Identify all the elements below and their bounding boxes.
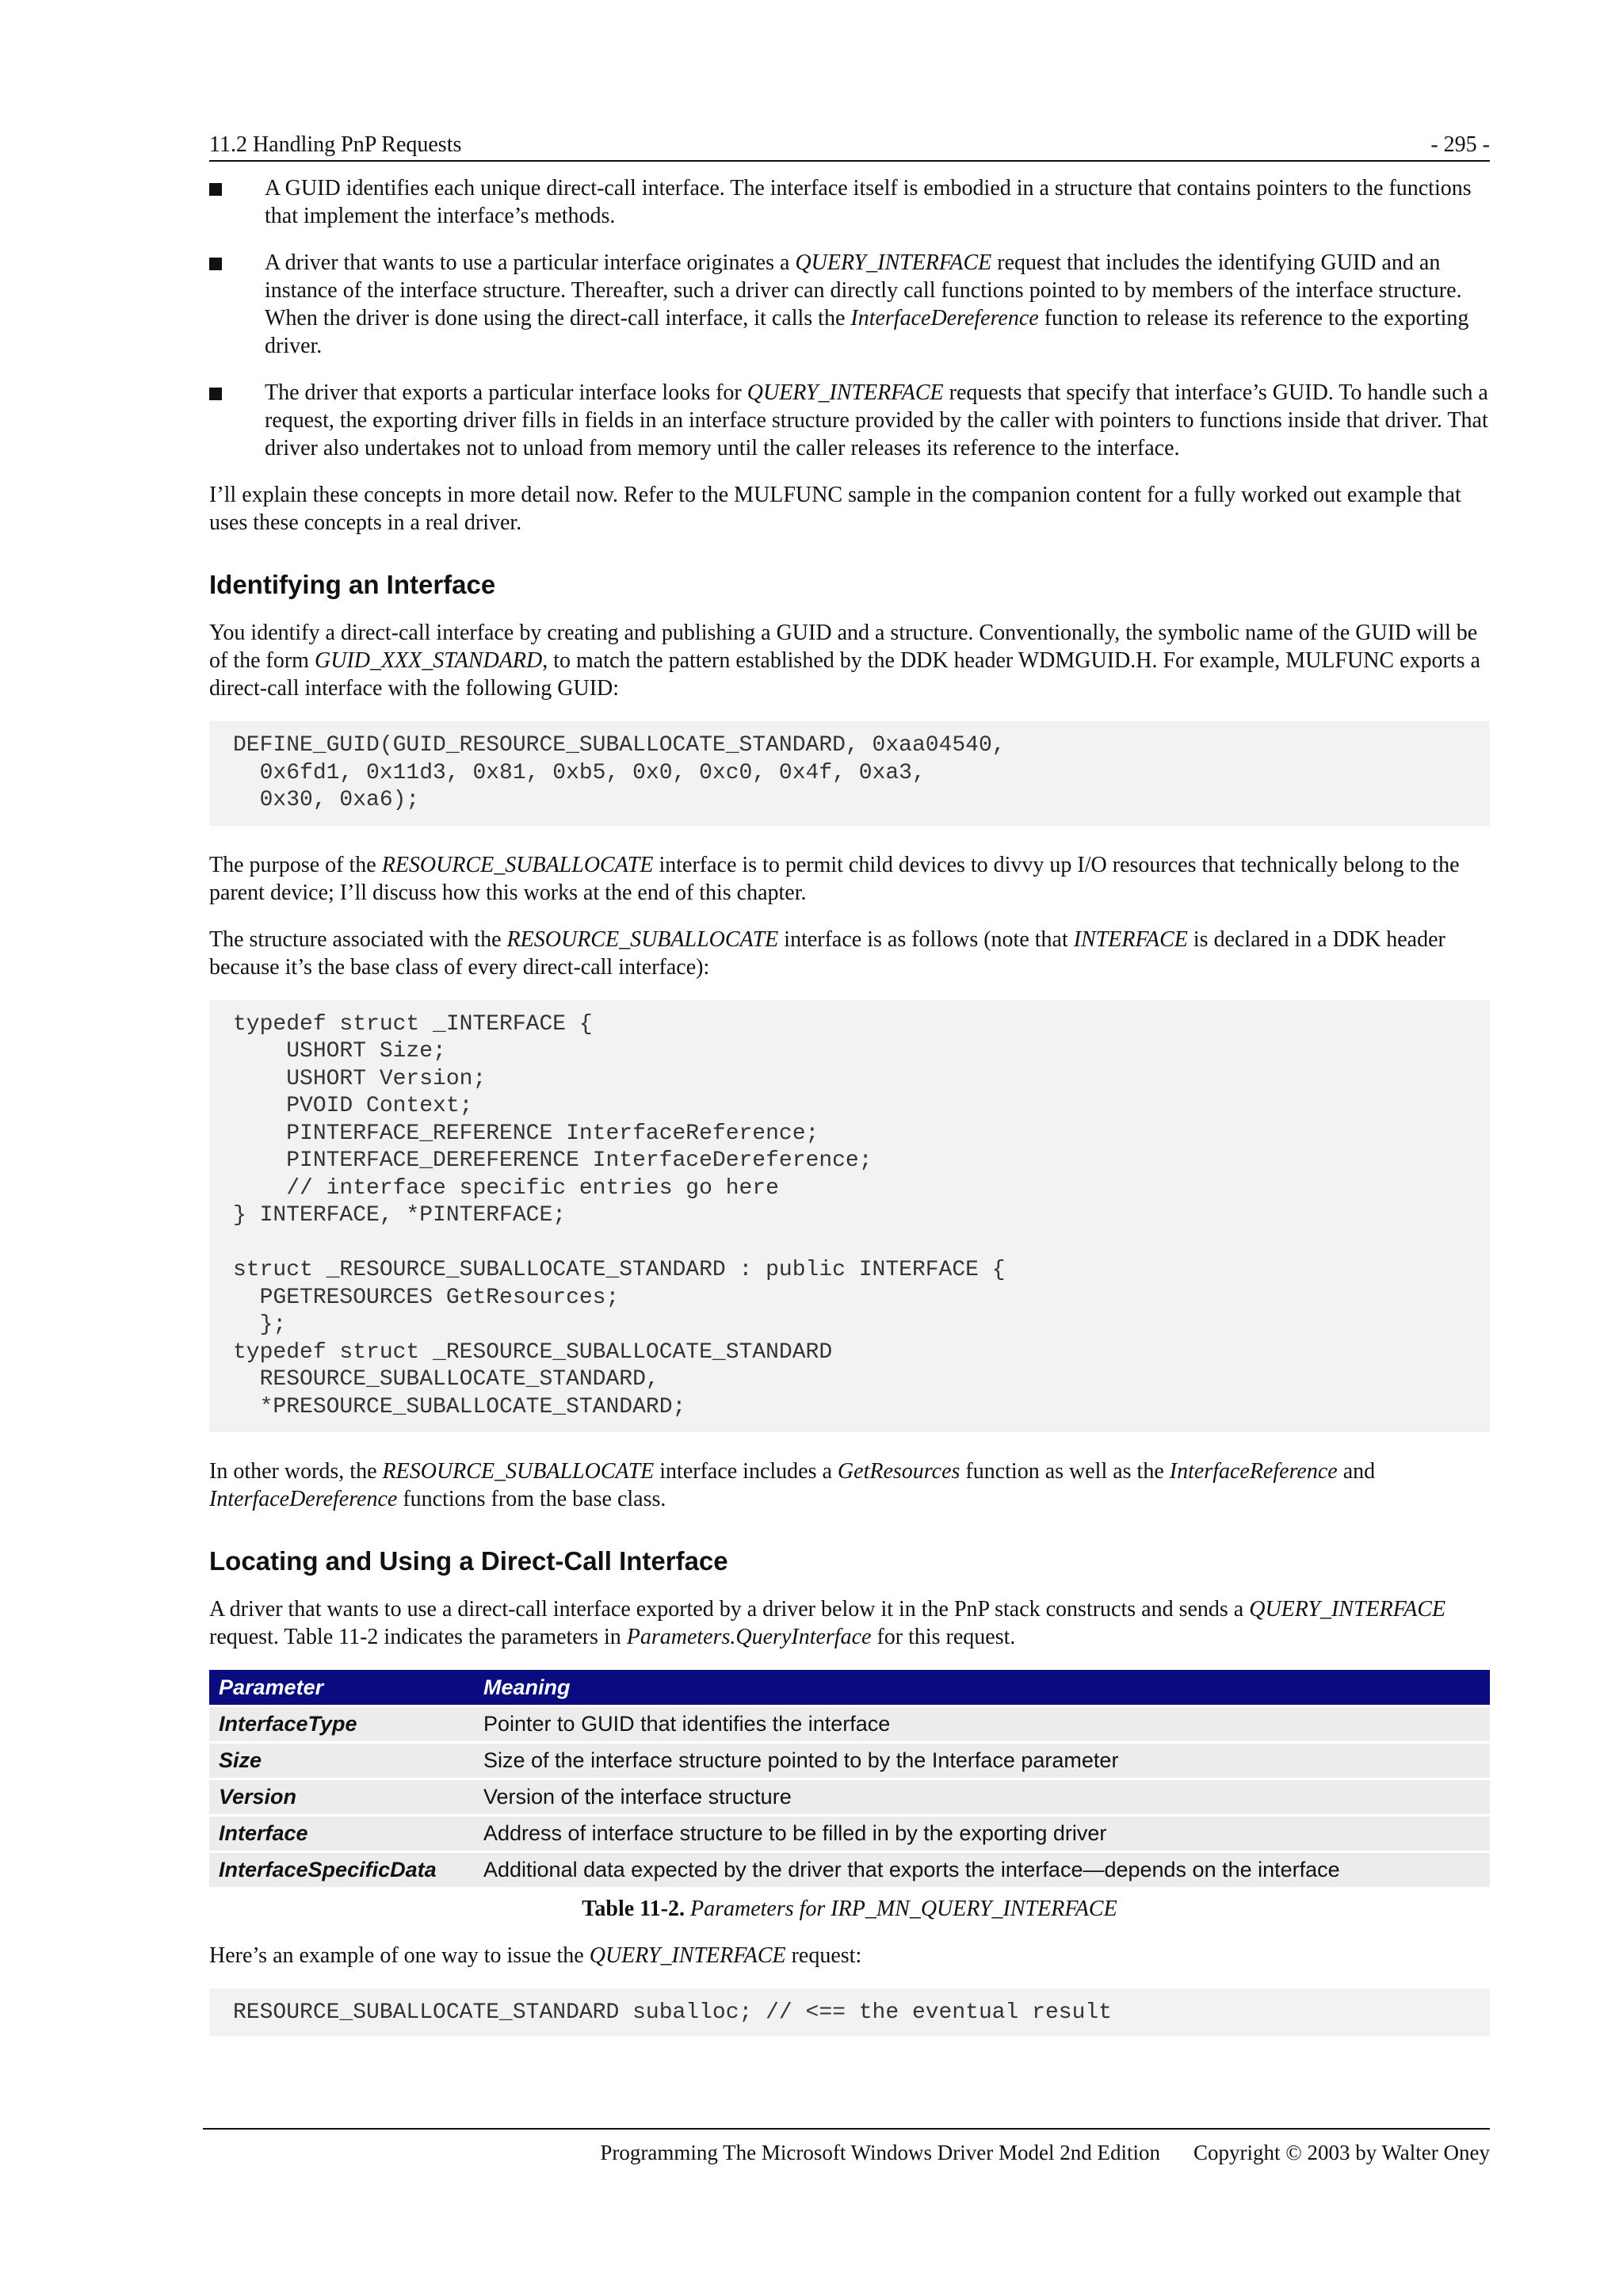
caption-label: Table 11-2. [582,1897,685,1921]
italic-term: QUERY_INTERFACE [795,250,992,275]
bullet-text: request that includes the identifying GUID and an instance of the interface structure. Thereafter, such a driver can directly call functions pointed to by members of the interface structure. When the driver is done using the direct-call interface, it calls the [265,250,1462,330]
italic-term: QUERY_INTERFACE [747,380,944,405]
parameter-meaning: Address of interface structure to be filled in by the exporting driver [474,1816,1490,1852]
square-bullet-icon [209,183,222,196]
parameter-meaning: Pointer to GUID that identifies the interface [474,1706,1490,1743]
italic-term: RESOURCE_SUBALLOCATE [381,852,654,877]
header-page-number: - 295 - [1430,132,1490,157]
italic-term: InterfaceDereference [850,306,1039,330]
italic-term: RESOURCE_SUBALLOCATE [382,1459,655,1484]
paragraph: A driver that wants to use a direct-call interface exported by a driver below it in the PnP stack constructs and sends a QUERY_INTERFACE request. Table 11-2 indicates the parameters in Parameters.QueryInterface for this request. [209,1597,1446,1649]
parameter-meaning: Version of the interface structure [474,1779,1490,1816]
italic-term: RESOURCE_SUBALLOCATE [506,926,779,952]
parameter-meaning: Size of the interface structure pointed to by the Interface parameter [474,1743,1490,1779]
table-caption [209,1895,1490,1923]
italic-term: QUERY_INTERFACE [589,1943,786,1968]
footer-copyright: Copyright © 2003 by Walter Oney [1193,2141,1490,2164]
paragraph: The purpose of the RESOURCE_SUBALLOCATE interface is to permit child devices to divvy up I/O resources that technically belong to the parent device; I’ll discuss how this works at the end of this chapter. [209,852,1460,905]
table-row [209,1779,1490,1816]
italic-term: GUID_XXX_STANDARD [314,648,543,673]
parameter-name: Interface [209,1816,474,1852]
italic-term: INTERFACE [1073,926,1188,952]
code-block-guid: DEFINE_GUID(GUID_RESOURCE_SUBALLOCATE_STANDARD, 0xaa04540, 0x6fd1, 0x11d3, 0x81, 0xb5, 0x0, 0xc0, 0x4f, 0xa3, 0x30, 0xa6); [209,721,1490,826]
bullet-text: A GUID identifies each unique direct-call interface. The interface itself is embodied in a structure that contains pointers to the functions that implement the interface’s methods. [265,176,1472,228]
square-bullet-icon [209,388,222,400]
running-header [209,127,1490,162]
header-section-title: 11.2 Handling PnP Requests [209,132,462,157]
section-heading: Identifying an Interface [209,570,496,599]
bullet-text: function to release its reference to the exporting driver. [265,306,1469,358]
paragraph: The structure associated with the RESOURCE_SUBALLOCATE interface is as follows (note that INTERFACE is declared in a DDK header because it’s the base class of every direct-call interface): [209,926,1445,980]
caption-text: Parameters for IRP_MN_QUERY_INTERFACE [689,1897,1117,1921]
bullet-item [209,174,1490,230]
code-block-struct: typedef struct _INTERFACE { USHORT Size; USHORT Version; PVOID Context; PINTERFACE_REFERENCE InterfaceReference; PINTERFACE_DEREFERENCE InterfaceDereference; // interface specific entries go here } INTERFACE, *PINTERFACE; struct _RESOURCE_SUBALLOCATE_STANDARD : public INTERFACE { PGETRESOURCES GetResources; }; typedef struct _RESOURCE_SUBALLOCATE_STANDARD RESOURCE_SUBALLOCATE_STANDARD, *PRESOURCE_SUBALLOCATE_STANDARD; [209,1000,1490,1433]
bullet-text: The driver that exports a particular interface looks for [265,380,747,405]
table-row [209,1852,1490,1888]
document-page [209,127,1490,2036]
paragraph: You identify a direct-call interface by creating and publishing a GUID and a structure. Conventionally, the symbolic name of the GUID will be of the form GUID_XXX_STANDARD, to match the pattern established by the DDK header WDMGUID.H. For example, MULFUNC exports a direct-call interface with the following GUID: [209,621,1480,701]
italic-term: GetResources [837,1459,960,1484]
square-bullet-icon [209,258,222,270]
table-row [209,1816,1490,1852]
parameter-meaning: Additional data expected by the driver that exports the interface—depends on the interface [474,1852,1490,1888]
table-row [209,1706,1490,1743]
footer-book-title: Programming The Microsoft Windows Driver Model 2nd Edition [600,2141,1160,2164]
parameter-name: Size [209,1743,474,1779]
table-header-row [209,1670,1490,1706]
column-header-parameter: Parameter [209,1670,474,1706]
italic-term: Parameters.QueryInterface [626,1625,872,1649]
bullet-text: A driver that wants to use a particular interface originates a [265,250,796,275]
intro-paragraph: I’ll explain these concepts in more detail now. Refer to the MULFUNC sample in the companion content for a fully worked out example that uses these concepts in a real driver. [209,483,1461,535]
paragraph: In other words, the RESOURCE_SUBALLOCATE interface includes a GetResources function as well as the InterfaceReference and InterfaceDereference functions from the base class. [209,1459,1376,1511]
parameter-name: InterfaceSpecificData [209,1852,474,1888]
parameter-name: InterfaceType [209,1706,474,1743]
italic-term: InterfaceReference [1169,1459,1338,1484]
page-footer [203,2128,1490,2165]
bullet-item [209,379,1490,462]
parameter-name: Version [209,1779,474,1816]
bullet-item [209,249,1490,360]
column-header-meaning: Meaning [474,1670,1490,1706]
code-block-example: RESOURCE_SUBALLOCATE_STANDARD suballoc; // <== the eventual result [209,1988,1490,2036]
bullet-text: requests that specify that interface’s GUID. To handle such a request, the exporting driver fills in fields in an interface structure provided by the caller with pointers to functions inside that driver. That driver also undertakes not to unload from memory until the caller releases its reference to the interface. [265,380,1488,460]
bullet-list [209,174,1490,462]
section-heading: Locating and Using a Direct-Call Interface [209,1546,728,1576]
table-row [209,1743,1490,1779]
paragraph: Here’s an example of one way to issue the QUERY_INTERFACE request: [209,1943,862,1968]
italic-term: QUERY_INTERFACE [1249,1597,1446,1622]
parameters-table [209,1670,1490,1887]
italic-term: InterfaceDereference [209,1487,398,1511]
